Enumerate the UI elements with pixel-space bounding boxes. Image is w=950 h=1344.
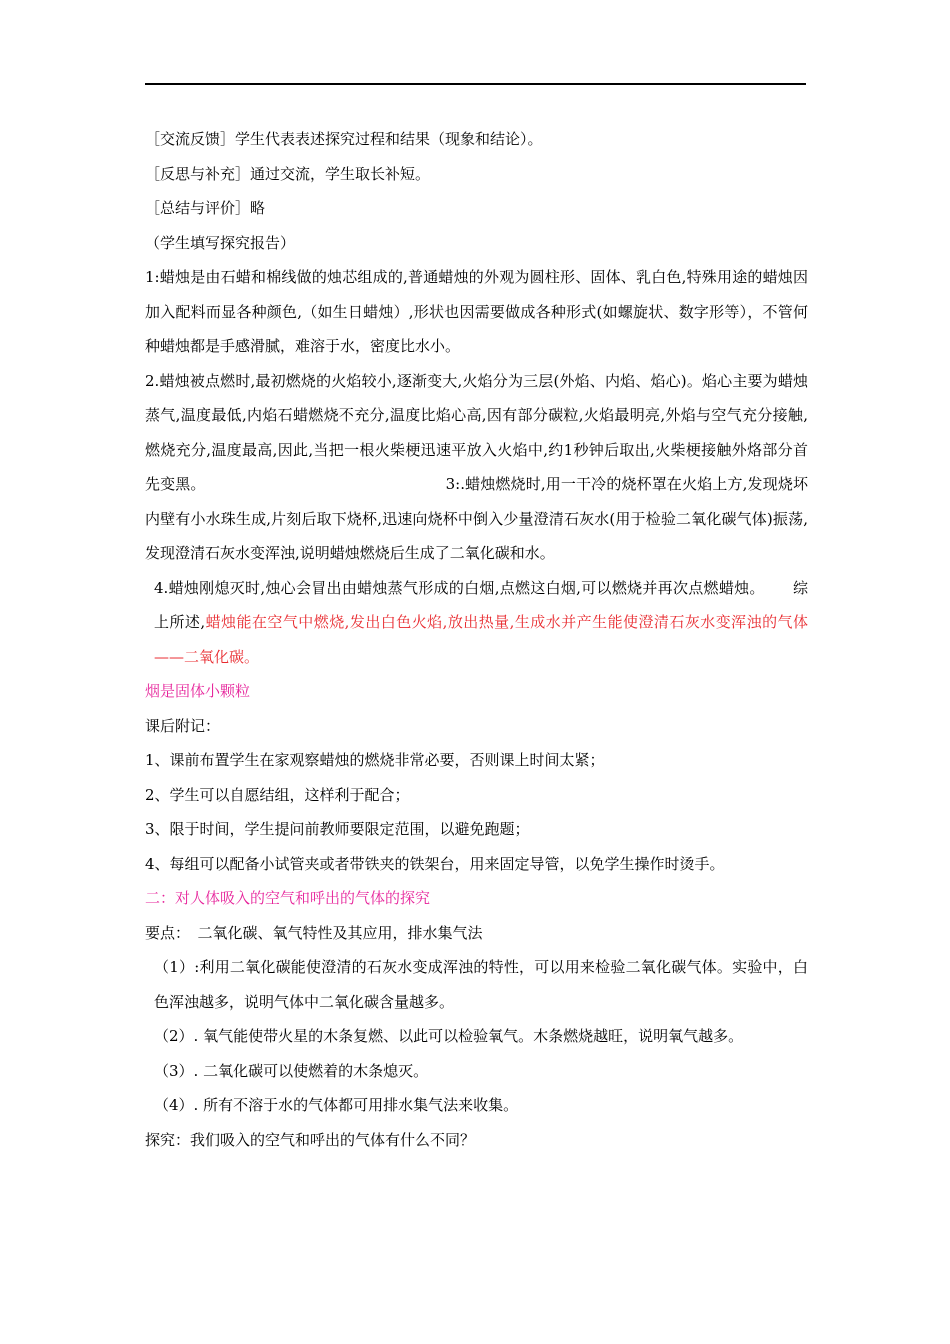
point-4: （4）. 所有不溶于水的气体都可用排水集气法来收集。 — [154, 1096, 519, 1114]
section-two-heading: 二：对人体吸入的空气和呼出的气体的探究 — [145, 889, 431, 907]
postscript-item-1: 1、课前布置学生在家观察蜡烛的燃烧非常必要，否则课上时间太紧； — [145, 751, 605, 769]
point-1: （1）:利用二氧化碳能使澄清的石灰水变成浑浊的特性，可以用来检验二氧化碳气体。实验中，白色浑浊越多，说明气体中二氧化碳含量越多。 — [154, 958, 808, 1011]
inquiry-question: 探究：我们吸入的空气和呼出的气体有什么不同？ — [145, 1130, 476, 1149]
point-2: （2）. 氧气能使带火星的木条复燃、以此可以检验氧气。木条燃烧越旺，说明氧气越多。 — [154, 1027, 744, 1045]
conclusion-highlight: 蜡烛能在空气中燃烧,发出白色火焰,放出热量,生成水并产生能使澄清石灰水变浑浊的气体——二氧化碳。 — [154, 613, 808, 666]
key-points: 要点： 二氧化碳、氧气特性及其应用，排水集气法 — [145, 923, 483, 942]
document-body — [145, 122, 808, 1157]
candle-description: 1:蜡烛是由石蜡和棉线做的烛芯组成的,普通蜡烛的外观为圆柱形、固体、乳白色,特殊用途的蜡烛因加入配料而显各种颜色,（如生日蜡烛）,形状也因需要做成各种形式(如螺旋状、数字形等），不管何种蜡烛都是手感滑腻，难溶于水，密度比水小。 — [145, 268, 808, 355]
flame-text: 2.蜡烛被点燃时,最初燃烧的火焰较小,逐渐变大,火焰分为三层(外焰、内焰、焰心)。焰心主要为蜡烛蒸气,温度最低,内焰石蜡燃烧不充分,温度比焰心高,因有部分碳粒,火焰最明亮,外焰与空气充分接触,燃烧充分,温度最高,因此,当把一根火柴梗迅速平放入火焰中,约1秒钟后取出,火柴梗接触外烙部分首先变黑。 — [145, 371, 808, 493]
conclusion-lead: 综上所述, — [154, 578, 808, 631]
point-3: （3）. 二氧化碳可以使燃着的木条熄灭。 — [154, 1061, 429, 1080]
summary-line: ［总结与评价］略 — [145, 199, 266, 217]
white-smoke-text: 4.蜡烛刚熄灭时,烛心会冒出由蜡烛蒸气形成的白烟,点燃这白烟,可以燃烧并再次点燃蜡烛。 — [154, 578, 765, 597]
postscript-item-2: 2、学生可以自愿结组，这样利于配合； — [145, 785, 410, 804]
feedback-line: ［交流反馈］学生代表表述探究过程和结果（现象和结论）。 — [145, 130, 543, 148]
postscript-heading: 课后附记： — [145, 716, 221, 735]
postscript-item-3: 3、限于时间，学生提问前教师要限定范围，以避免跑题； — [145, 820, 530, 838]
reflection-line: ［反思与补充］通过交流，学生取长补短。 — [145, 164, 431, 183]
smoke-note: 烟是固体小颗粒 — [145, 682, 251, 700]
extinguish-paragraph — [145, 571, 808, 675]
flame-paragraph — [145, 364, 808, 571]
beaker-text: 3:.蜡烛燃烧时,用一干冷的烧杯罩在火焰上方,发现烧坏内壁有小水珠生成,片刻后取下烧杯,迅速向烧杯中倒入少量澄清石灰水(用于检验二氧化碳气体)振荡,发现澄清石灰水变浑浊,说明蜡烛燃烧后生成了二氧化碳和水。 — [145, 475, 808, 562]
header-rule — [145, 83, 806, 85]
report-note: （学生填写探究报告） — [145, 233, 296, 252]
postscript-item-4: 4、每组可以配备小试管夹或者带铁夹的铁架台，用来固定导管，以免学生操作时烫手。 — [145, 854, 725, 873]
